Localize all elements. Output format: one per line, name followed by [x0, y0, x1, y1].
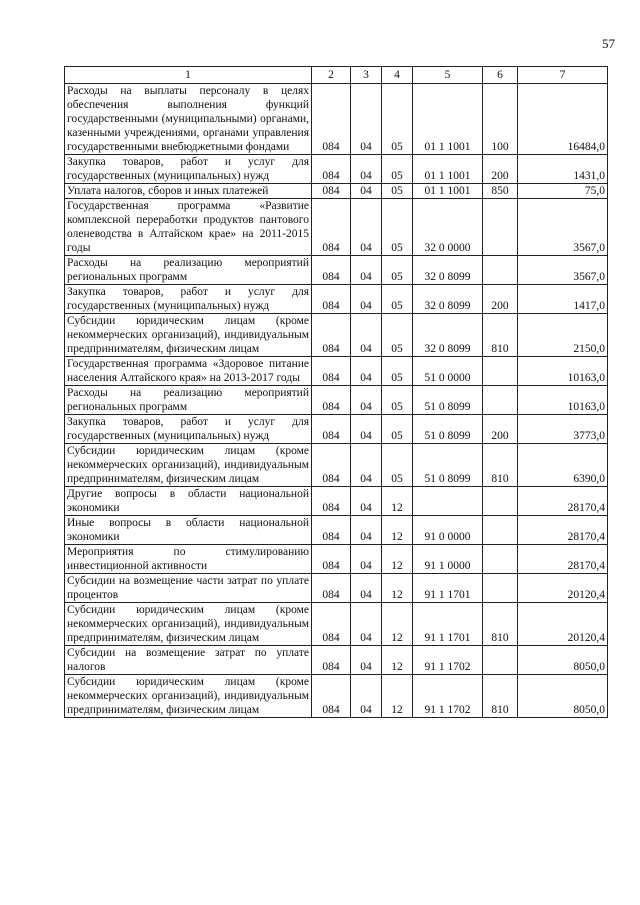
- row-target-article: 32 0 8099: [413, 314, 483, 357]
- row-subsection-code: 05: [382, 199, 413, 256]
- row-subsection-code: 12: [382, 603, 413, 646]
- row-amount: 3567,0: [518, 199, 608, 256]
- row-subsection-code: 12: [382, 675, 413, 718]
- row-amount: 20120,4: [518, 603, 608, 646]
- table-row: [65, 386, 608, 415]
- row-subsection-code: 12: [382, 646, 413, 675]
- row-ministry-code: 084: [312, 314, 351, 357]
- row-expense-type: 200: [483, 415, 518, 444]
- row-amount: 8050,0: [518, 646, 608, 675]
- row-section-code: 04: [351, 314, 382, 357]
- row-target-article: 01 1 1001: [413, 184, 483, 199]
- row-expense-type: [483, 646, 518, 675]
- row-expense-type: [483, 199, 518, 256]
- row-section-code: 04: [351, 646, 382, 675]
- row-target-article: 91 1 0000: [413, 545, 483, 574]
- header-col-5: 5: [413, 67, 483, 84]
- row-target-article: 51 0 8099: [413, 444, 483, 487]
- row-ministry-code: 084: [312, 646, 351, 675]
- row-description: Другие вопросы в области национальной экономики: [65, 487, 312, 516]
- row-expense-type: [483, 516, 518, 545]
- table-row: [65, 155, 608, 184]
- row-subsection-code: 05: [382, 184, 413, 199]
- row-target-article: 01 1 1001: [413, 84, 483, 155]
- row-ministry-code: 084: [312, 199, 351, 256]
- table-row: [65, 357, 608, 386]
- row-section-code: 04: [351, 516, 382, 545]
- table-row: [65, 285, 608, 314]
- row-expense-type: [483, 386, 518, 415]
- row-target-article: 51 0 8099: [413, 415, 483, 444]
- row-amount: 10163,0: [518, 357, 608, 386]
- row-ministry-code: 084: [312, 516, 351, 545]
- row-subsection-code: 05: [382, 84, 413, 155]
- row-amount: 6390,0: [518, 444, 608, 487]
- table-row: [65, 84, 608, 155]
- row-description: Субсидии на возмещение затрат по уплате налогов: [65, 646, 312, 675]
- table-row: [65, 444, 608, 487]
- row-section-code: 04: [351, 184, 382, 199]
- row-description: Расходы на реализацию мероприятий региональных программ: [65, 256, 312, 285]
- row-target-article: 91 1 1701: [413, 574, 483, 603]
- row-description: Иные вопросы в области национальной экономики: [65, 516, 312, 545]
- table-row: [65, 675, 608, 718]
- row-ministry-code: 084: [312, 603, 351, 646]
- header-row: [65, 67, 608, 84]
- header-col-2: 2: [312, 67, 351, 84]
- row-target-article: 51 0 8099: [413, 386, 483, 415]
- row-subsection-code: 12: [382, 574, 413, 603]
- row-amount: 1417,0: [518, 285, 608, 314]
- row-section-code: 04: [351, 415, 382, 444]
- row-section-code: 04: [351, 603, 382, 646]
- header-col-6: 6: [483, 67, 518, 84]
- table-row: [65, 314, 608, 357]
- budget-table: [64, 66, 608, 718]
- row-section-code: 04: [351, 256, 382, 285]
- row-amount: 20120,4: [518, 574, 608, 603]
- row-description: Субсидии юридическим лицам (кроме некоммерческих организаций), индивидуальным предпринимателям, физическим лицам: [65, 314, 312, 357]
- row-description: Закупка товаров, работ и услуг для государственных (муниципальных) нужд: [65, 415, 312, 444]
- row-target-article: 91 1 1702: [413, 646, 483, 675]
- row-amount: 75,0: [518, 184, 608, 199]
- row-target-article: 91 1 1702: [413, 675, 483, 718]
- row-ministry-code: 084: [312, 155, 351, 184]
- row-expense-type: 100: [483, 84, 518, 155]
- row-section-code: 04: [351, 357, 382, 386]
- row-section-code: 04: [351, 84, 382, 155]
- row-expense-type: 810: [483, 675, 518, 718]
- row-ministry-code: 084: [312, 357, 351, 386]
- table-row: [65, 199, 608, 256]
- row-section-code: 04: [351, 155, 382, 184]
- row-ministry-code: 084: [312, 574, 351, 603]
- row-description: Расходы на выплаты персоналу в целях обеспечения выполнения функций государственными (муниципальными) органами, казенными учреждениями, органами управления государственными внебюджетными фондами: [65, 84, 312, 155]
- row-amount: 28170,4: [518, 545, 608, 574]
- row-expense-type: [483, 574, 518, 603]
- table-row: [65, 646, 608, 675]
- row-target-article: 32 0 8099: [413, 256, 483, 285]
- row-amount: 28170,4: [518, 516, 608, 545]
- row-description: Расходы на реализацию мероприятий региональных программ: [65, 386, 312, 415]
- row-ministry-code: 084: [312, 415, 351, 444]
- row-target-article: 91 1 1701: [413, 603, 483, 646]
- row-ministry-code: 084: [312, 386, 351, 415]
- row-expense-type: [483, 357, 518, 386]
- row-expense-type: 810: [483, 444, 518, 487]
- table-row: [65, 487, 608, 516]
- header-col-4: 4: [382, 67, 413, 84]
- row-subsection-code: 05: [382, 155, 413, 184]
- row-amount: 2150,0: [518, 314, 608, 357]
- row-target-article: 32 0 8099: [413, 285, 483, 314]
- row-section-code: 04: [351, 444, 382, 487]
- row-description: Государственная программа «Развитие комплексной переработки продуктов пантового оленеводства в Алтайском крае» на 2011-2015 годы: [65, 199, 312, 256]
- row-section-code: 04: [351, 285, 382, 314]
- row-expense-type: 810: [483, 603, 518, 646]
- row-subsection-code: 05: [382, 285, 413, 314]
- header-col-1: 1: [65, 67, 312, 84]
- page-number: 57: [602, 36, 615, 51]
- row-ministry-code: 084: [312, 444, 351, 487]
- row-expense-type: 200: [483, 155, 518, 184]
- row-amount: 16484,0: [518, 84, 608, 155]
- row-target-article: 51 0 0000: [413, 357, 483, 386]
- table-row: [65, 415, 608, 444]
- row-description: Закупка товаров, работ и услуг для государственных (муниципальных) нужд: [65, 285, 312, 314]
- header-col-3: 3: [351, 67, 382, 84]
- row-expense-type: [483, 545, 518, 574]
- row-description: Государственная программа «Здоровое питание населения Алтайского края» на 2013-2017 годы: [65, 357, 312, 386]
- row-section-code: 04: [351, 386, 382, 415]
- row-subsection-code: 05: [382, 256, 413, 285]
- row-subsection-code: 05: [382, 444, 413, 487]
- row-expense-type: [483, 487, 518, 516]
- row-expense-type: 200: [483, 285, 518, 314]
- row-subsection-code: 12: [382, 545, 413, 574]
- row-amount: 1431,0: [518, 155, 608, 184]
- row-expense-type: 850: [483, 184, 518, 199]
- row-ministry-code: 084: [312, 675, 351, 718]
- row-amount: 3567,0: [518, 256, 608, 285]
- row-expense-type: [483, 256, 518, 285]
- row-subsection-code: 12: [382, 516, 413, 545]
- row-amount: 8050,0: [518, 675, 608, 718]
- header-col-7: 7: [518, 67, 608, 84]
- row-description: Субсидии юридическим лицам (кроме некоммерческих организаций), индивидуальным предпринимателям, физическим лицам: [65, 675, 312, 718]
- row-description: Субсидии на возмещение части затрат по уплате процентов: [65, 574, 312, 603]
- row-subsection-code: 12: [382, 487, 413, 516]
- table-row: [65, 545, 608, 574]
- row-ministry-code: 084: [312, 285, 351, 314]
- row-target-article: [413, 487, 483, 516]
- row-description: Субсидии юридическим лицам (кроме некоммерческих организаций), индивидуальным предпринимателям, физическим лицам: [65, 444, 312, 487]
- row-section-code: 04: [351, 545, 382, 574]
- row-description: Мероприятия по стимулированию инвестиционной активности: [65, 545, 312, 574]
- row-expense-type: 810: [483, 314, 518, 357]
- row-subsection-code: 05: [382, 415, 413, 444]
- row-ministry-code: 084: [312, 256, 351, 285]
- row-amount: 28170,4: [518, 487, 608, 516]
- row-section-code: 04: [351, 487, 382, 516]
- table-row: [65, 574, 608, 603]
- row-description: Субсидии юридическим лицам (кроме некоммерческих организаций), индивидуальным предпринимателям, физическим лицам: [65, 603, 312, 646]
- row-ministry-code: 084: [312, 545, 351, 574]
- row-amount: 3773,0: [518, 415, 608, 444]
- row-target-article: 32 0 0000: [413, 199, 483, 256]
- row-subsection-code: 05: [382, 357, 413, 386]
- row-target-article: 91 0 0000: [413, 516, 483, 545]
- row-section-code: 04: [351, 199, 382, 256]
- row-ministry-code: 084: [312, 184, 351, 199]
- row-section-code: 04: [351, 574, 382, 603]
- row-subsection-code: 05: [382, 314, 413, 357]
- row-description: Уплата налогов, сборов и иных платежей: [65, 184, 312, 199]
- row-section-code: 04: [351, 675, 382, 718]
- table-row: [65, 516, 608, 545]
- row-ministry-code: 084: [312, 84, 351, 155]
- row-amount: 10163,0: [518, 386, 608, 415]
- table-row: [65, 603, 608, 646]
- row-target-article: 01 1 1001: [413, 155, 483, 184]
- row-description: Закупка товаров, работ и услуг для государственных (муниципальных) нужд: [65, 155, 312, 184]
- table-row: [65, 256, 608, 285]
- row-subsection-code: 05: [382, 386, 413, 415]
- row-ministry-code: 084: [312, 487, 351, 516]
- table-row: [65, 184, 608, 199]
